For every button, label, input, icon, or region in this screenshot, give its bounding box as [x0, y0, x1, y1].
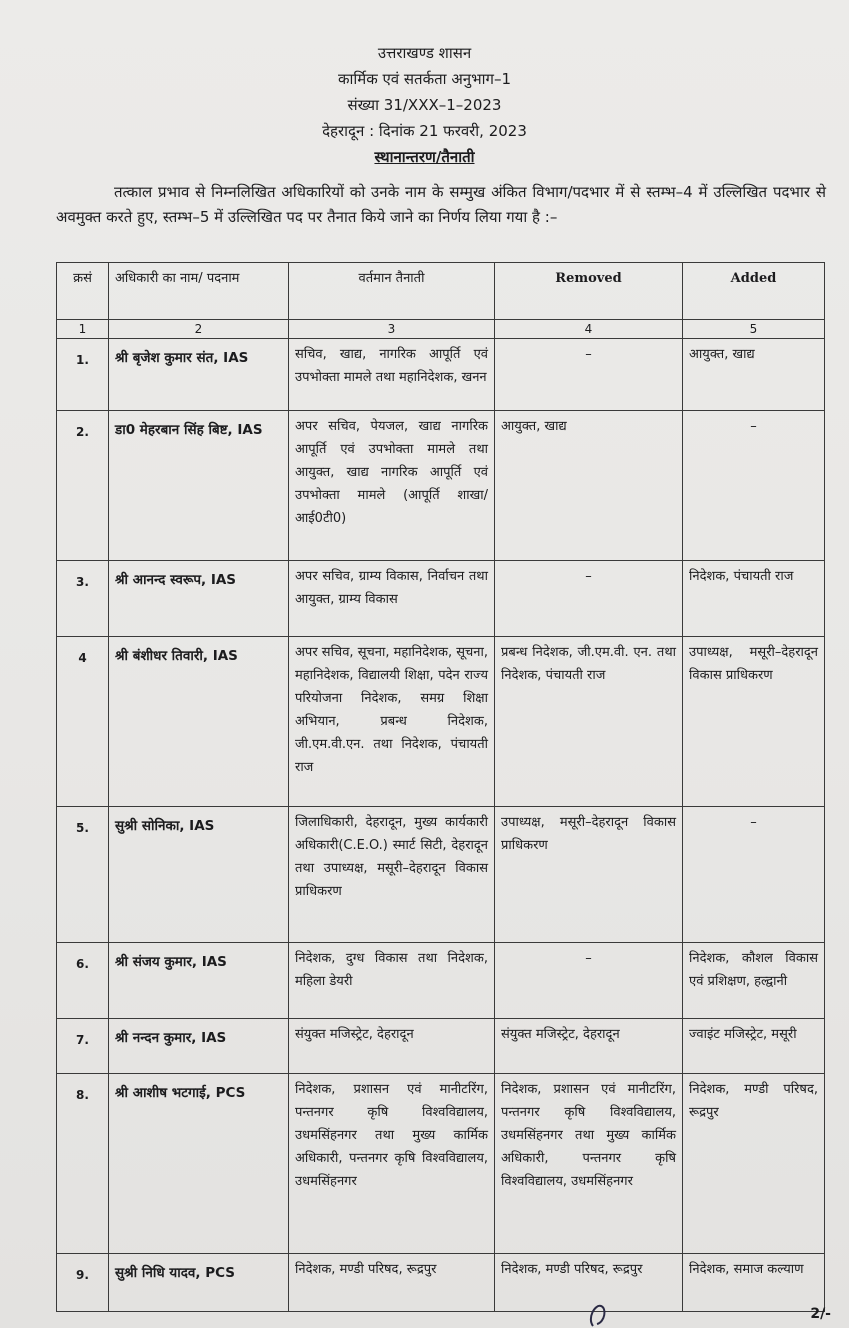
- added-posting: निदेशक, कौशल विकास एवं प्रशिक्षण, हल्द्वानी: [683, 943, 825, 1019]
- table-row: [57, 1019, 825, 1074]
- current-posting: अपर सचिव, पेयजल, खाद्य नागरिक आपूर्ति एवं उपभोक्ता मामले तथा आयुक्त, खाद्य नागरिक आपूर्ति एवं उपभोक्ता मामले (आपूर्ति शाखा/ आई0टी0): [289, 411, 495, 561]
- column-number: 2: [109, 320, 289, 339]
- department-title: कार्मिक एवं सतर्कता अनुभाग–1: [337, 70, 512, 88]
- added-posting: उपाध्यक्ष, मसूरी–देहरादून विकास प्राधिकरण: [683, 637, 825, 807]
- row-sno: 4: [57, 637, 109, 807]
- government-title: उत्तराखण्ड शासन: [377, 44, 472, 62]
- added-posting: –: [683, 411, 825, 561]
- added-posting: निदेशक, मण्डी परिषद, रूद्रपुर: [683, 1074, 825, 1254]
- officer-name: श्री बंशीधर तिवारी, IAS: [109, 637, 289, 807]
- current-posting: अपर सचिव, सूचना, महानिदेशक, सूचना, महानिदेशक, विद्यालयी शिक्षा, पदेन राज्य परियोजना निदेशक, समग्र शिक्षा अभियान, प्रबन्ध निदेशक, जी.एम.वी.एन. तथा निदेशक, पंचायती राज: [289, 637, 495, 807]
- row-sno: 8.: [57, 1074, 109, 1254]
- added-posting: आयुक्त, खाद्य: [683, 339, 825, 411]
- row-sno: 7.: [57, 1019, 109, 1074]
- removed-posting: प्रबन्ध निदेशक, जी.एम.वी. एन. तथा निदेशक, पंचायती राज: [495, 637, 683, 807]
- removed-posting: –: [495, 339, 683, 411]
- current-posting: संयुक्त मजिस्ट्रेट, देहरादून: [289, 1019, 495, 1074]
- table-row: [57, 1074, 825, 1254]
- added-posting: –: [683, 807, 825, 943]
- column-number-row: [57, 320, 825, 339]
- current-posting: निदेशक, मण्डी परिषद, रूद्रपुर: [289, 1254, 495, 1312]
- document-header: [0, 40, 849, 170]
- added-posting: ज्वाइंट मजिस्ट्रेट, मसूरी: [683, 1019, 825, 1074]
- order-subject: स्थानान्तरण/तैनाती: [374, 148, 475, 166]
- column-number: 3: [289, 320, 495, 339]
- officer-name: सुश्री सोनिका, IAS: [109, 807, 289, 943]
- removed-posting: उपाध्यक्ष, मसूरी–देहरादून विकास प्राधिकरण: [495, 807, 683, 943]
- row-sno: 5.: [57, 807, 109, 943]
- header-sno: क्रसं: [57, 263, 109, 320]
- table-row: [57, 637, 825, 807]
- officer-name: श्री संजय कुमार, IAS: [109, 943, 289, 1019]
- added-posting: निदेशक, पंचायती राज: [683, 561, 825, 637]
- officer-name: डा0 मेहरबान सिंह बिष्ट, IAS: [109, 411, 289, 561]
- table-row: [57, 339, 825, 411]
- officer-name: सुश्री निधि यादव, PCS: [109, 1254, 289, 1312]
- current-posting: निदेशक, दुग्ध विकास तथा निदेशक, महिला डेयरी: [289, 943, 495, 1019]
- table-row: [57, 807, 825, 943]
- intro-text: तत्काल प्रभाव से निम्नलिखित अधिकारियों को उनके नाम के सम्मुख अंकित विभाग/पदभार में से स्तम्भ–4 में उल्लिखित पदभार से अवमुक्त करते हुए, स्तम्भ–5 में उल्लिखित पद पर तैनात किये जाने का निर्णय लिया गया है :–: [56, 183, 826, 226]
- current-posting: सचिव, खाद्य, नागरिक आपूर्ति एवं उपभोक्ता मामले तथा महानिदेशक, खनन: [289, 339, 495, 411]
- current-posting: अपर सचिव, ग्राम्य विकास, निर्वाचन तथा आयुक्त, ग्राम्य विकास: [289, 561, 495, 637]
- intro-paragraph: [56, 180, 826, 230]
- column-number: 5: [683, 320, 825, 339]
- row-sno: 6.: [57, 943, 109, 1019]
- removed-posting: –: [495, 561, 683, 637]
- header-name: अधिकारी का नाम/ पदनाम: [109, 263, 289, 320]
- removed-posting: आयुक्त, खाद्य: [495, 411, 683, 561]
- row-sno: 1.: [57, 339, 109, 411]
- officer-name: श्री बृजेश कुमार संत, IAS: [109, 339, 289, 411]
- column-number: 4: [495, 320, 683, 339]
- table-row: [57, 1254, 825, 1312]
- table-row: [57, 411, 825, 561]
- initials-mark: [585, 1300, 615, 1328]
- removed-posting: निदेशक, प्रशासन एवं मानीटरिंग, पन्तनगर कृषि विश्वविद्यालय, उधमसिंहनगर तथा मुख्य कार्मिक अधिकारी, पन्तनगर कृषि विश्वविद्यालय, उधमसिंहनगर: [495, 1074, 683, 1254]
- header-added: Added: [683, 263, 825, 320]
- page-number: 2/-: [810, 1306, 831, 1322]
- current-posting: जिलाधिकारी, देहरादून, मुख्य कार्यकारी अधिकारी(C.E.O.) स्मार्ट सिटी, देहरादून तथा उपाध्यक्ष, मसूरी–देहरादून विकास प्राधिकरण: [289, 807, 495, 943]
- officer-name: श्री आनन्द स्वरूप, IAS: [109, 561, 289, 637]
- column-number: 1: [57, 320, 109, 339]
- transfer-table: [56, 262, 825, 1312]
- header-removed: Removed: [495, 263, 683, 320]
- table-header-row: [57, 263, 825, 320]
- removed-posting: संयुक्त मजिस्ट्रेट, देहरादून: [495, 1019, 683, 1074]
- removed-posting: –: [495, 943, 683, 1019]
- row-sno: 9.: [57, 1254, 109, 1312]
- officer-name: श्री नन्दन कुमार, IAS: [109, 1019, 289, 1074]
- order-number: संख्या 31/XXX–1–2023: [347, 96, 502, 114]
- current-posting: निदेशक, प्रशासन एवं मानीटरिंग, पन्तनगर कृषि विश्वविद्यालय, उधमसिंहनगर तथा मुख्य कार्मिक अधिकारी, पन्तनगर कृषि विश्वविद्यालय, उधमसिंहनगर: [289, 1074, 495, 1254]
- table-row: [57, 561, 825, 637]
- row-sno: 3.: [57, 561, 109, 637]
- added-posting: निदेशक, समाज कल्याण: [683, 1254, 825, 1312]
- table-row: [57, 943, 825, 1019]
- removed-posting: निदेशक, मण्डी परिषद, रूद्रपुर: [495, 1254, 683, 1312]
- header-current-posting: वर्तमान तैनाती: [289, 263, 495, 320]
- order-date: देहरादून : दिनांक 21 फरवरी, 2023: [322, 122, 527, 140]
- officer-name: श्री आशीष भटगाई, PCS: [109, 1074, 289, 1254]
- row-sno: 2.: [57, 411, 109, 561]
